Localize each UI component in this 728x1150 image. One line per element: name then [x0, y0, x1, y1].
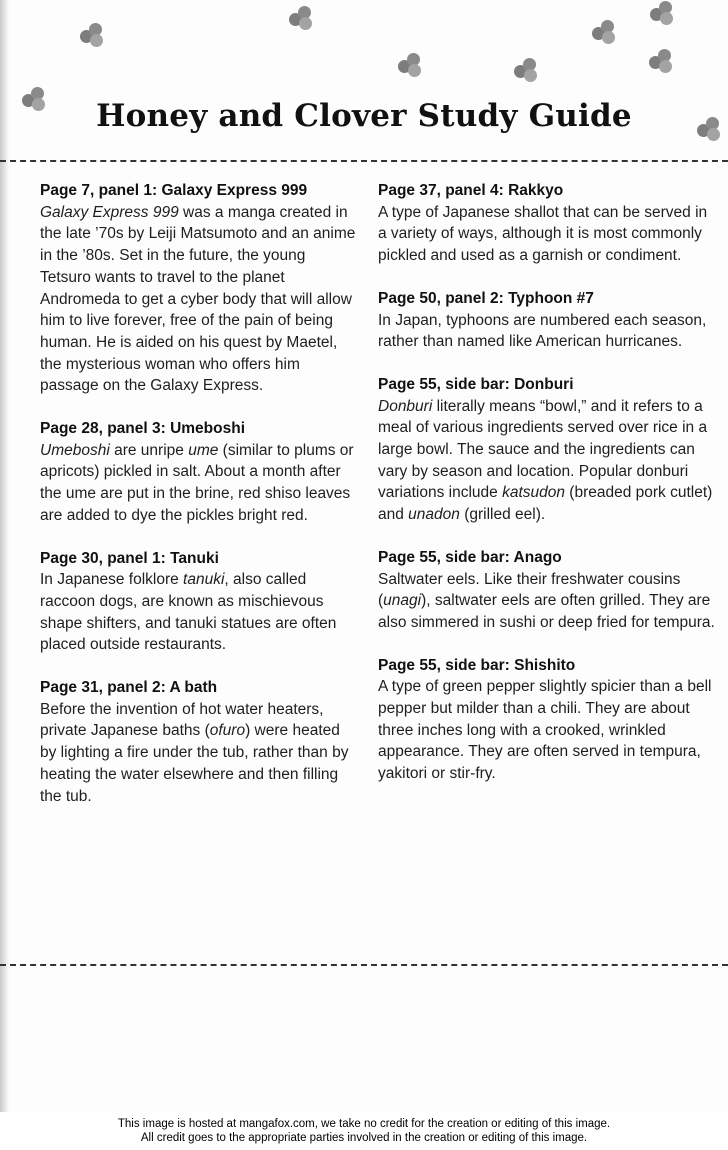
- entry-heading: Page 30, panel 1: Tanuki: [40, 549, 219, 567]
- clover-icon: [287, 5, 317, 35]
- entry-body: [378, 396, 718, 526]
- body-text: In Japanese folklore: [40, 571, 184, 589]
- italic-term: unagi: [383, 592, 422, 610]
- body-text: , also called raccoon dogs, are known as mischievous shape shifters, and tanuki statues are often placed outside restaurants.: [40, 571, 337, 654]
- entry-heading: Page 50, panel 2: Typhoon #7: [378, 289, 594, 307]
- italic-term: Galaxy Express 999: [40, 203, 179, 221]
- entry-body: [40, 569, 360, 656]
- bottom-divider: [0, 964, 728, 966]
- entry-heading: Page 28, panel 3: Umeboshi: [40, 420, 246, 438]
- body-text: A type of green pepper slightly spicier than a bell pepper but milder than a chili. They are about three inches long with a crooked, wrinkled appearance. They are often served in tempura, yakitori or stir-fry.: [378, 678, 712, 783]
- entry-body: [378, 569, 718, 634]
- right-column: [378, 180, 718, 806]
- credit-line-1: This image is hosted at mangafox.com, we take no credit for the creation or editing of this image.: [117, 1118, 611, 1130]
- body-text: ) were heated by lighting a fire under the tub, rather than by heating the water elsewhere and then filling the tub.: [40, 722, 349, 805]
- top-divider: [0, 160, 728, 162]
- glossary-entry: [40, 180, 360, 397]
- clover-icon: [590, 19, 620, 49]
- entry-heading: Page 31, panel 2: A bath: [40, 679, 218, 697]
- entry-body: [378, 310, 718, 353]
- clover-icon: [512, 57, 542, 87]
- body-text: literally means “bowl,” and it refers to a meal of various ingredients served over rice in a large bowl. The sauce and the ingredients can vary by season and location. Popular donburi variations include: [378, 397, 708, 502]
- entry-heading: Page 55, side bar: Donburi: [378, 375, 574, 393]
- entry-heading: Page 7, panel 1: Galaxy Express 999: [40, 182, 308, 199]
- body-text: In Japan, typhoons are numbered each season, rather than named like American hurricanes.: [378, 311, 707, 351]
- body-text: Saltwater eels. Like their freshwater cousins (: [378, 570, 681, 610]
- entry-body: [40, 202, 360, 397]
- glossary-entry: [40, 418, 360, 527]
- entry-heading: Page 55, side bar: Shishito: [378, 656, 576, 674]
- body-text: (breaded pork cutlet) and: [378, 484, 713, 524]
- entry-heading: Page 55, side bar: Anago: [378, 548, 562, 566]
- body-text: (similar to plums or apricots) pickled in salt. About a month after the ume are put in the brine, red shiso leaves are added to dye the pickles bright red.: [40, 441, 354, 524]
- glossary-entry: [378, 288, 718, 353]
- hosting-credit: [0, 1117, 728, 1145]
- body-text: was a manga created in the late ’70s by Leiji Matsumoto and an anime in the ’80s. Set in the future, the young Tetsuro wants to travel to the planet Andromeda to get a cyber body that will allow him to live forever, free of the pain of being human. He is aided on his quest by Maetel, the mysterious woman who offers him passage on the Galaxy Express.: [40, 203, 356, 395]
- body-text: Before the invention of hot water heaters, private Japanese baths (: [40, 700, 324, 740]
- entry-heading: Page 37, panel 4: Rakkyo: [378, 182, 564, 199]
- entry-body: [378, 202, 718, 267]
- italic-term: Donburi: [378, 397, 433, 415]
- entry-body: [40, 699, 360, 808]
- clover-icon: [78, 22, 108, 52]
- clover-icon: [648, 0, 678, 30]
- body-text: ), saltwater eels are often grilled. They are also simmered in sushi or deep fried for tempura.: [378, 592, 715, 631]
- glossary-entry: [378, 655, 718, 785]
- page-edge-shadow: [0, 0, 9, 1112]
- italic-term: Umeboshi: [40, 441, 110, 459]
- body-text: are unripe: [109, 441, 189, 459]
- entry-body: [40, 440, 360, 527]
- italic-term: katsudon: [502, 484, 565, 502]
- glossary-entry: [378, 374, 718, 526]
- italic-term: tanuki: [183, 571, 225, 589]
- glossary-entry: [378, 180, 718, 267]
- clover-icon: [647, 48, 677, 78]
- clover-icon: [396, 52, 426, 82]
- glossary-entry: [40, 548, 360, 657]
- italic-term: unadon: [408, 506, 460, 524]
- glossary-entry: [378, 547, 718, 634]
- left-column: [40, 180, 360, 828]
- page-title: Honey and Clover Study Guide: [96, 98, 632, 134]
- entry-body: [378, 676, 718, 785]
- glossary-entry: [40, 677, 360, 807]
- body-text: (grilled eel).: [459, 506, 546, 524]
- italic-term: ofuro: [209, 722, 246, 740]
- body-text: A type of Japanese shallot that can be served in a variety of ways, although it is most commonly pickled and used as a garnish or condiment.: [378, 203, 708, 265]
- credit-line-2: All credit goes to the appropriate parties involved in the creation or editing of this image.: [140, 1132, 588, 1144]
- italic-term: ume: [188, 441, 219, 459]
